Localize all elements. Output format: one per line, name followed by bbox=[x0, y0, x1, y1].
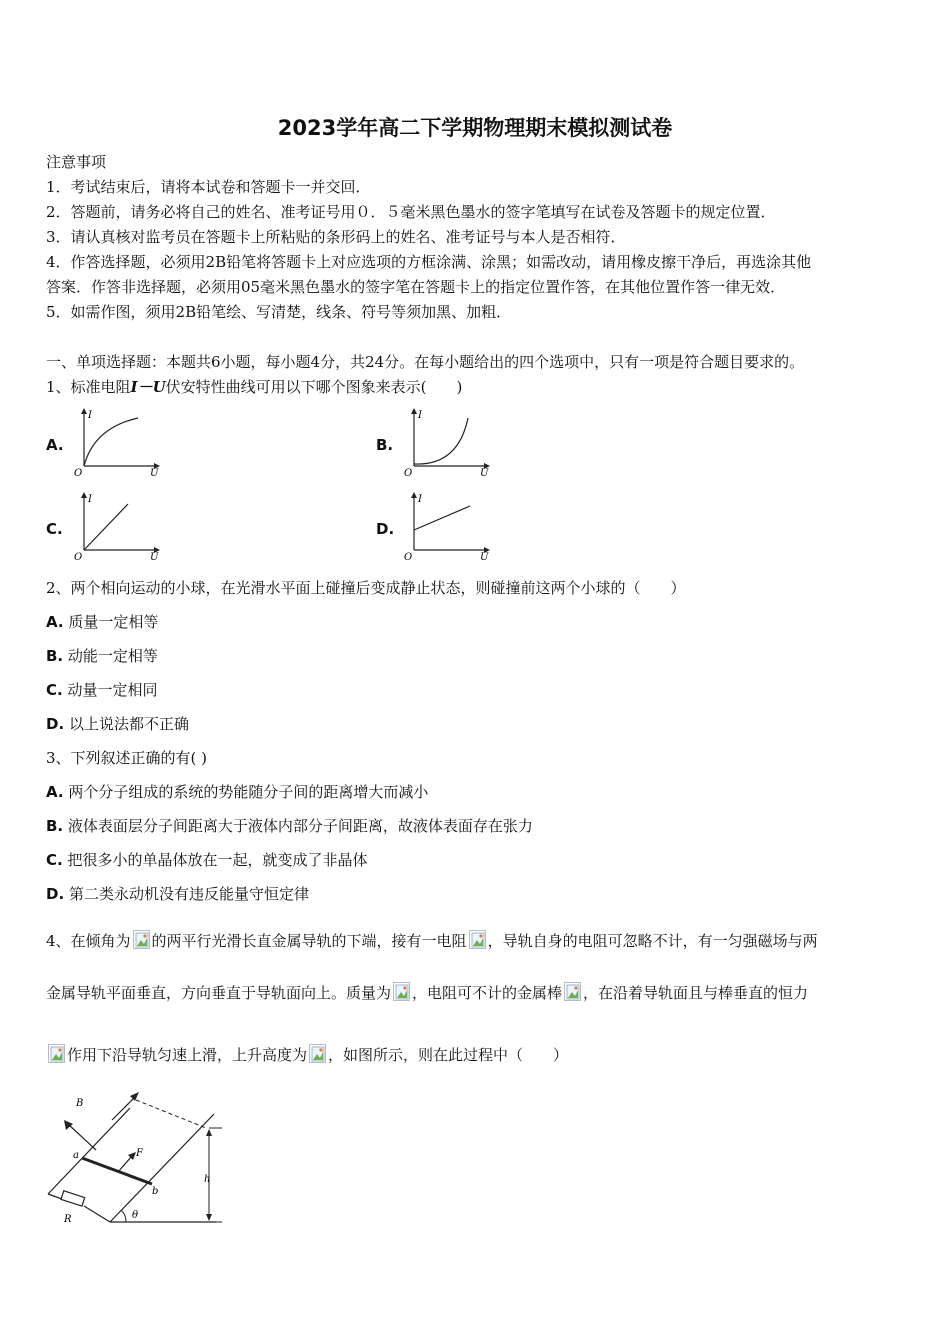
notice-item: 4．作答选择题，必须用2B铅笔将答题卡上对应选项的方框涂满、涂黑；如需改动，请用橡皮擦干净后，再选涂其他 bbox=[46, 253, 812, 271]
q3-option-b: B. 液体表面层分子间距离大于液体内部分子间距离，故液体表面存在张力 bbox=[46, 817, 533, 835]
notice-item: 5．如需作图，须用2B铅笔绘、写清楚，线条、符号等须加黑、加粗． bbox=[46, 303, 512, 321]
q3-option-a: A. 两个分子组成的系统的势能随分子间的距离增大而减小 bbox=[46, 783, 429, 801]
label-r: R bbox=[64, 1214, 72, 1225]
notice-item: 3．请认真核对监考员在答题卡上所粘贴的条形码上的姓名、准考证号与本人是否相符． bbox=[46, 228, 626, 246]
origin-label: O bbox=[404, 552, 413, 560]
q2-option-c: C. 动量一定相同 bbox=[46, 681, 158, 699]
broken-image-icon bbox=[564, 982, 581, 1001]
label-b-field: B bbox=[76, 1098, 84, 1109]
q1-option-d-label: D. bbox=[376, 520, 395, 538]
q1-graph-d bbox=[402, 490, 494, 560]
broken-image-icon bbox=[469, 930, 486, 949]
origin-label: O bbox=[404, 468, 413, 476]
q1-option-c-label: C. bbox=[46, 520, 63, 538]
axis-label-u: U bbox=[150, 552, 159, 560]
label-b: b bbox=[152, 1186, 159, 1197]
q3-stem: 3、下列叙述正确的有( ) bbox=[46, 749, 208, 767]
axis-label-i: I bbox=[88, 494, 92, 505]
notice-item: 1．考试结束后，请将本试卷和答题卡一并交回． bbox=[46, 178, 371, 196]
q4-stem-line1: 4、在倾角为 的两平行光滑长直金属导轨的下端，接有一电阻 ，导轨自身的电阻可忽略不计，有一匀强磁场与两 bbox=[46, 932, 818, 950]
q1-option-b-label: B. bbox=[376, 436, 394, 454]
page-title: 2023学年高二下学期物理期末模拟测试卷 bbox=[277, 116, 673, 140]
q1-graph-b bbox=[402, 406, 494, 476]
q1-option-a-label: A. bbox=[46, 436, 64, 454]
notice-item: 答案．作答非选择题，必须用05毫米黑色墨水的签字笔在答题卡上的指定位置作答，在其他位置作答一律无效． bbox=[46, 278, 786, 296]
axis-label-i: I bbox=[418, 494, 422, 505]
broken-image-icon bbox=[393, 982, 410, 1001]
axis-label-i: I bbox=[418, 410, 422, 421]
axis-label-i: I bbox=[88, 410, 92, 421]
broken-image-icon bbox=[309, 1044, 326, 1063]
origin-label: O bbox=[74, 552, 83, 560]
label-force: F bbox=[136, 1148, 143, 1159]
q1-graph-c bbox=[72, 490, 164, 560]
axis-label-u: U bbox=[480, 552, 489, 560]
label-a: a bbox=[73, 1150, 79, 1161]
q2-option-a: A. 质量一定相等 bbox=[46, 613, 159, 631]
label-theta: θ bbox=[132, 1210, 139, 1221]
notice-heading: 注意事项 bbox=[46, 153, 107, 171]
q4-stem-line3: 作用下沿导轨匀速上滑，上升高度为 ，如图所示，则在此过程中（ ） bbox=[46, 1044, 568, 1065]
q3-option-c: C. 把很多小的单晶体放在一起，就变成了非晶体 bbox=[46, 851, 368, 869]
broken-image-icon bbox=[48, 1044, 65, 1063]
q3-option-d: D. 第二类永动机没有违反能量守恒定律 bbox=[46, 885, 309, 903]
q1-stem: 1、标准电阻I－U伏安特性曲线可用以下哪个图象来表示( ) bbox=[46, 378, 463, 396]
axis-label-u: U bbox=[480, 468, 489, 476]
q4-stem-line2: 金属导轨平面垂直，方向垂直于导轨面向上。质量为 ，电阻可不计的金属棒 ，在沿着导轨面且与棒垂直的恒力 bbox=[46, 984, 809, 1002]
q4-incline-diagram bbox=[46, 1086, 226, 1236]
q2-option-b: B. 动能一定相等 bbox=[46, 647, 158, 665]
broken-image-icon bbox=[133, 930, 150, 949]
origin-label: O bbox=[74, 468, 83, 476]
label-h: h bbox=[204, 1174, 211, 1185]
q2-option-d: D. 以上说法都不正确 bbox=[46, 715, 189, 733]
axis-label-u: U bbox=[150, 468, 159, 476]
notice-item: 2．答题前，请务必将自己的姓名、准考证号用０．５毫米黑色墨水的签字笔填写在试卷及答题卡的规定位置． bbox=[46, 203, 776, 221]
section-heading: 一、单项选择题：本题共6小题，每小题4分，共24分。在每小题给出的四个选项中，只有一项是符合题目要求的。 bbox=[46, 353, 805, 371]
q2-stem: 2、两个相向运动的小球，在光滑水平面上碰撞后变成静止状态，则碰撞前这两个小球的（ ） bbox=[46, 579, 686, 597]
q1-graph-a bbox=[72, 406, 164, 476]
